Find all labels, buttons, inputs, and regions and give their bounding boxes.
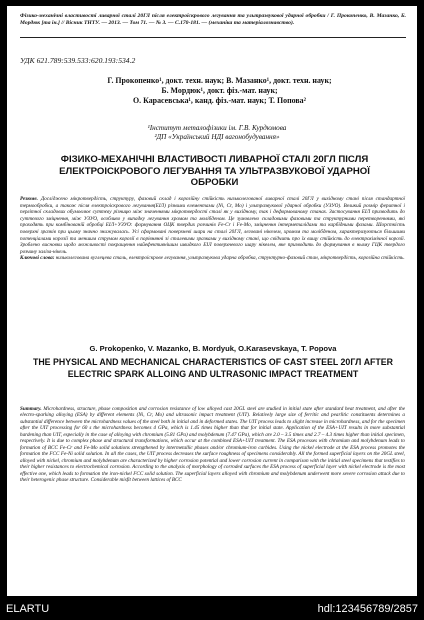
document-page <box>7 6 417 596</box>
authors-line: О. Карасевська¹, канд. фіз.-мат. наук; Т. Попова² <box>133 96 306 106</box>
udc-code: УДК 621.789:539.533:620.193:534.2 <box>20 56 136 65</box>
abstract-text: Досліджено мікротвердість, структуру, фазовий склад і корозійну стійкість низьколегованої ливарної сталі 20ГЛ у вихідному стані після стандартної термообробки, а також після електроіскрового легування(ЕІЛ) різними елементами (Ni, Cr, Mo) і ультразвукової ударної обробки (УЗУО). Великий розмір феритної і перлітної складових обумовлює суттєву різницю між значеннями мікротвердості сталі як у вихідному, так і деформованому станах. Застосування ЕІЛ призводить до суттєвого зміцнення, між УЗУО, особливо у випадку легування хромом та молібденом. Це зумовлено складовими фазовими та структурними перетвореннями, які проходять при комбінованій обробці ЕІЛ+УЗУО: формування ОЦК твердих розчинів Fe-Cr і Fe-Mo, зміцнення інтерметалідами та карбідними фазами. Шорсткість поверхні зразків при цьому значно знижувалась. Усі сформовані поверхневі шари на сталі 20ГЛ, леговані нікелем, хромом та молібденом, характеризуються більшими потенціалами корозії та меншим струмом корозії в порівнянні зі сталевими зразками у вихідному стані, що свідчить про їх вищу стійкість до електрохімічної корозії. Зроблено висновки щодо можливості покращення найефективнішим швидкого ЕІЛ поверхневого шару нікелем, яке призводить до формування в ньому ГЦК твердого розчину заліза-нікель. <box>20 196 405 255</box>
citation-header: Фізико-механічні властивості ливарної сталі 20ГЛ після електроіскрового легування та ультразвукової ударної обробки / Г. Прокопенко, В. Мазанко, Б. Мордюк [та ін.] // Вісник ТНТУ. — 2013. — Том 71. — № 3. — С.170-181. — (механіка та матеріалознавство). <box>20 13 406 27</box>
keywords-text: низьколегована вуглецева сталь, електроіскрове легування, ультразвукова ударна обробка, структурно-фазовий стан, мікротвердість, корозійна стійкість. <box>55 255 405 262</box>
affiliation: ²ДП «Український НДІ вагонобудування» <box>154 133 280 141</box>
paper-title-en: THE PHYSICAL AND MECHANICAL CHARACTERISTICS OF CAST STEEL 20ГЛ AFTER ELECTRIC SPARK ALLOING AND ULTRASONIC IMPACT TREATMENT <box>32 357 394 379</box>
header-divider <box>20 37 406 38</box>
affiliation: ¹Інститут металофізики ім. Г.В. Курдюмова <box>147 124 287 132</box>
summary-label: Summary. <box>20 406 42 412</box>
repository-name: ELARTU <box>6 603 50 615</box>
abstract-uk <box>20 196 405 262</box>
summary-text: Microhardness, structure, phase composition and corrosion resistance of low alloyed cast 20GL steel are studied in initial state after standard heat treatment, and after the electro-sparking alloying (ESA) by different elements (Ni, Cr, Mo) and ultrasonic impact treatment (UIT). Relatively large size of ferritic and pearlitic constituents determines a substantial difference between the microhardness values of the steel both in initial and in deformed states. The UIT process leads to slight increase in microhardness, and for the specimen after the UIT processing for 60 s the microhardness becomes 4 GPa, which is 1.45 times higher than that for initial state. Application of the ESA+UIT results in more substantial hardening than UIT, especially in the case of alloying with chromium (5.81 GPa) and molybdenum (7.47 GPa), which are 2.0 – 3.5 times and 2.7 – 4.3 times higher than initial specimen, respectively. It is due to complex phase and structural transformations, which occur at the combined ESA+UIT treatment. The ESA processes with chromium and molybdenum leads to formation of BCC Fe-Cr and Fe-Mo solid solutions strengthened by intermetallic phases and/or chromium-iron carbides. Using the nickel electrode at the ESA process promotes the formation the FCC Fe-Ni solid solution. In all the cases, the UIT process decreases the surface roughness of specimens considerably. All the formed superficial layers on the 20GL steel, alloyed with nickel, chromium and molybdenum are characterized by higher corrosion potential and lower corrosion current in comparison with the initial steel specimens that testifies to their higher resistances to electrochemical corrosion. According to the analysis of morphology of corroded surfaces the ESA process of superficial layer with nickel electrode is the most effective one, which leads to formation the iron-nickel FCC solid solution. The superficial layers alloyed with chromium and molybdenum underwent more severe corrosion attack due to their heterogenic phase structure. Considerable misfit between lattices of BCC <box>20 406 406 483</box>
abstract-label: Резюме. <box>20 196 38 202</box>
affiliations <box>67 124 367 142</box>
authors-block <box>47 76 392 107</box>
authors-en: G. Prokopenko, V. Mazanko, B. Mordyuk, O.Karasevskaya, T. Popova <box>89 344 337 353</box>
authors-line: Б. Мордюк¹, докт. фіз.-мат. наук; <box>161 86 278 96</box>
keywords-label: Ключові слова: <box>20 255 55 262</box>
summary-en <box>20 406 405 483</box>
handle-id: hdl:123456789/2857 <box>317 603 418 615</box>
repository-footer <box>0 601 424 620</box>
authors-line: Г. Прокопенко¹, докт. техн. наук; В. Мазанко¹, докт. техн. наук; <box>107 76 332 85</box>
paper-title-uk: ФІЗИКО-МЕХАНІЧНІ ВЛАСТИВОСТІ ЛИВАРНОЇ СТАЛІ 20ГЛ ПІСЛЯ ЕЛЕКТРОІСКРОВОГО ЛЕГУВАННЯ ТА УЛЬТРАЗВУКОВОЇ УДАРНОЇ ОБРОБКИ <box>59 154 370 189</box>
